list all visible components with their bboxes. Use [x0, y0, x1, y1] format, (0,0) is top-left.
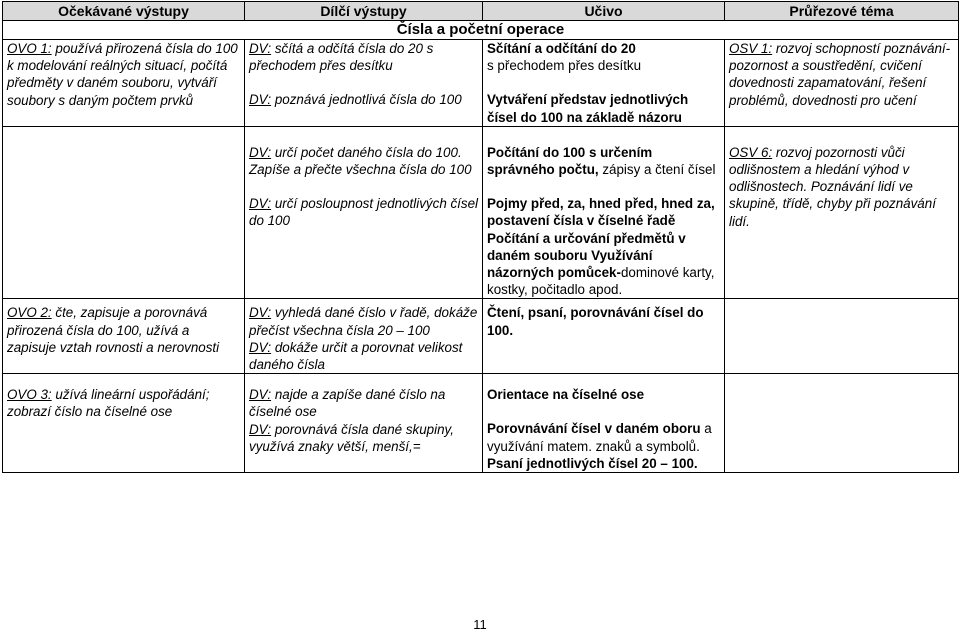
expected-outcome-cell — [3, 299, 245, 374]
expected-outcome-cell — [3, 374, 245, 473]
dv-code: DV: — [249, 196, 272, 212]
curriculum-topic: Psaní jednotlivých čísel 20 – 100. — [487, 455, 698, 471]
osv-text: rozvoj schopností poznávání- pozornost a soustředění, cvičení dovednosti zapamatování, řešení problémů, dovednosti pro učení — [729, 41, 951, 108]
section-row — [3, 21, 959, 40]
osv-code: OSV 1: — [729, 41, 773, 56]
dv-code: DV: — [249, 421, 272, 437]
table-row — [3, 374, 959, 473]
dv-text: určí počet daného čísla do 100. Zapíše a přečte všechna čísla do 100 — [249, 144, 472, 178]
curriculum-topic: Sčítání a odčítání do 20 — [487, 41, 636, 56]
dv-text: najde a zapíše dané číslo na číselné ose — [249, 387, 446, 420]
dv-code: DV: — [249, 305, 272, 321]
curriculum-cell — [483, 374, 725, 473]
curriculum-topic: Počítání do 100 s určením správného počtu, — [487, 144, 653, 178]
partial-outcome-cell — [245, 299, 483, 374]
header-partial-outcomes: Dílčí výstupy — [245, 2, 483, 21]
header-cross-topic: Průřezové téma — [725, 2, 959, 21]
dv-code: DV: — [249, 41, 272, 56]
cross-topic-cell — [725, 126, 959, 299]
dv-text: určí posloupnost jednotlivých čísel do 100 — [249, 196, 479, 229]
table-row — [3, 126, 959, 299]
header-row — [3, 2, 959, 21]
curriculum-topic: Orientace na číselné ose — [487, 387, 645, 403]
dv-text: dokáže určit a porovnat velikost daného čísla — [249, 339, 463, 373]
partial-outcome-cell — [245, 374, 483, 473]
dv-text: vyhledá dané číslo v řadě, dokáže přečíst všechna čísla 20 – 100 — [249, 305, 478, 338]
outcome-code: OVO 2: — [7, 305, 52, 321]
curriculum-cell — [483, 299, 725, 374]
dv-text: sčítá a odčítá čísla do 20 s přechodem přes desítku — [249, 41, 434, 74]
curriculum-topic: Pojmy před, za, hned před, hned za, postavení čísla v číselné řadě Počítání a určování předmětů v daném souboru Využívání názorných pomůcek- — [487, 196, 715, 281]
curriculum-text: a využívání matem. znaků a symbolů. — [487, 421, 712, 454]
dv-code: DV: — [249, 144, 272, 160]
osv-text: rozvoj pozornosti vůči odlišnostem a hledání výhod v odlišnostech. Poznávání lidí ve skupině, třídě, chyby při poznávání lidí. — [729, 144, 936, 229]
cross-topic-cell — [725, 374, 959, 473]
curriculum-topic: Porovnávání čísel v daném oboru — [487, 421, 701, 437]
curriculum-topic: Čtení, psaní, porovnávání čísel do 100. — [487, 305, 704, 338]
expected-outcome-cell — [3, 40, 245, 127]
section-title: Čísla a početní operace — [3, 21, 959, 40]
curriculum-cell — [483, 40, 725, 127]
outcome-text: čte, zapisuje a porovnává přirozená čísla do 100, užívá a zapisuje vztah rovnosti a nerovnosti — [7, 305, 220, 355]
osv-code: OSV 6: — [729, 144, 773, 160]
curriculum-topic: Vytváření představ jednotlivých čísel do 100 na základě názoru — [487, 92, 689, 125]
expected-outcome-cell — [3, 126, 245, 299]
curriculum-text: s přechodem přes desítku — [487, 58, 642, 74]
cross-topic-cell — [725, 40, 959, 127]
page-number: 11 — [473, 617, 487, 632]
header-expected-outcomes: Očekávané výstupy — [3, 2, 245, 21]
curriculum-table — [2, 1, 959, 473]
dv-code: DV: — [249, 387, 272, 403]
curriculum-cell — [483, 126, 725, 299]
dv-code: DV: — [249, 92, 272, 108]
outcome-code: OVO 3: — [7, 387, 52, 403]
partial-outcome-cell — [245, 126, 483, 299]
outcome-text: používá přirozená čísla do 100 k modelování reálných situací, počítá předměty v daném souboru, vytváří soubory s daným počtem prvků — [7, 41, 238, 108]
cross-topic-cell — [725, 299, 959, 374]
partial-outcome-cell — [245, 40, 483, 127]
dv-code: DV: — [249, 339, 272, 355]
header-curriculum: Učivo — [483, 2, 725, 21]
table-row — [3, 40, 959, 127]
outcome-code: OVO 1: — [7, 41, 52, 56]
table-row — [3, 299, 959, 374]
dv-text: poznává jednotlivá čísla do 100 — [271, 92, 462, 108]
curriculum-text: dominové karty, kostky, počitadlo apod. — [487, 265, 715, 298]
outcome-text: užívá lineární uspořádání; zobrazí číslo na číselné ose — [7, 387, 210, 420]
dv-text: porovnává čísla dané skupiny, využívá znaky větší, menší,= — [249, 421, 454, 454]
curriculum-text: zápisy a čtení čísel — [598, 162, 716, 178]
